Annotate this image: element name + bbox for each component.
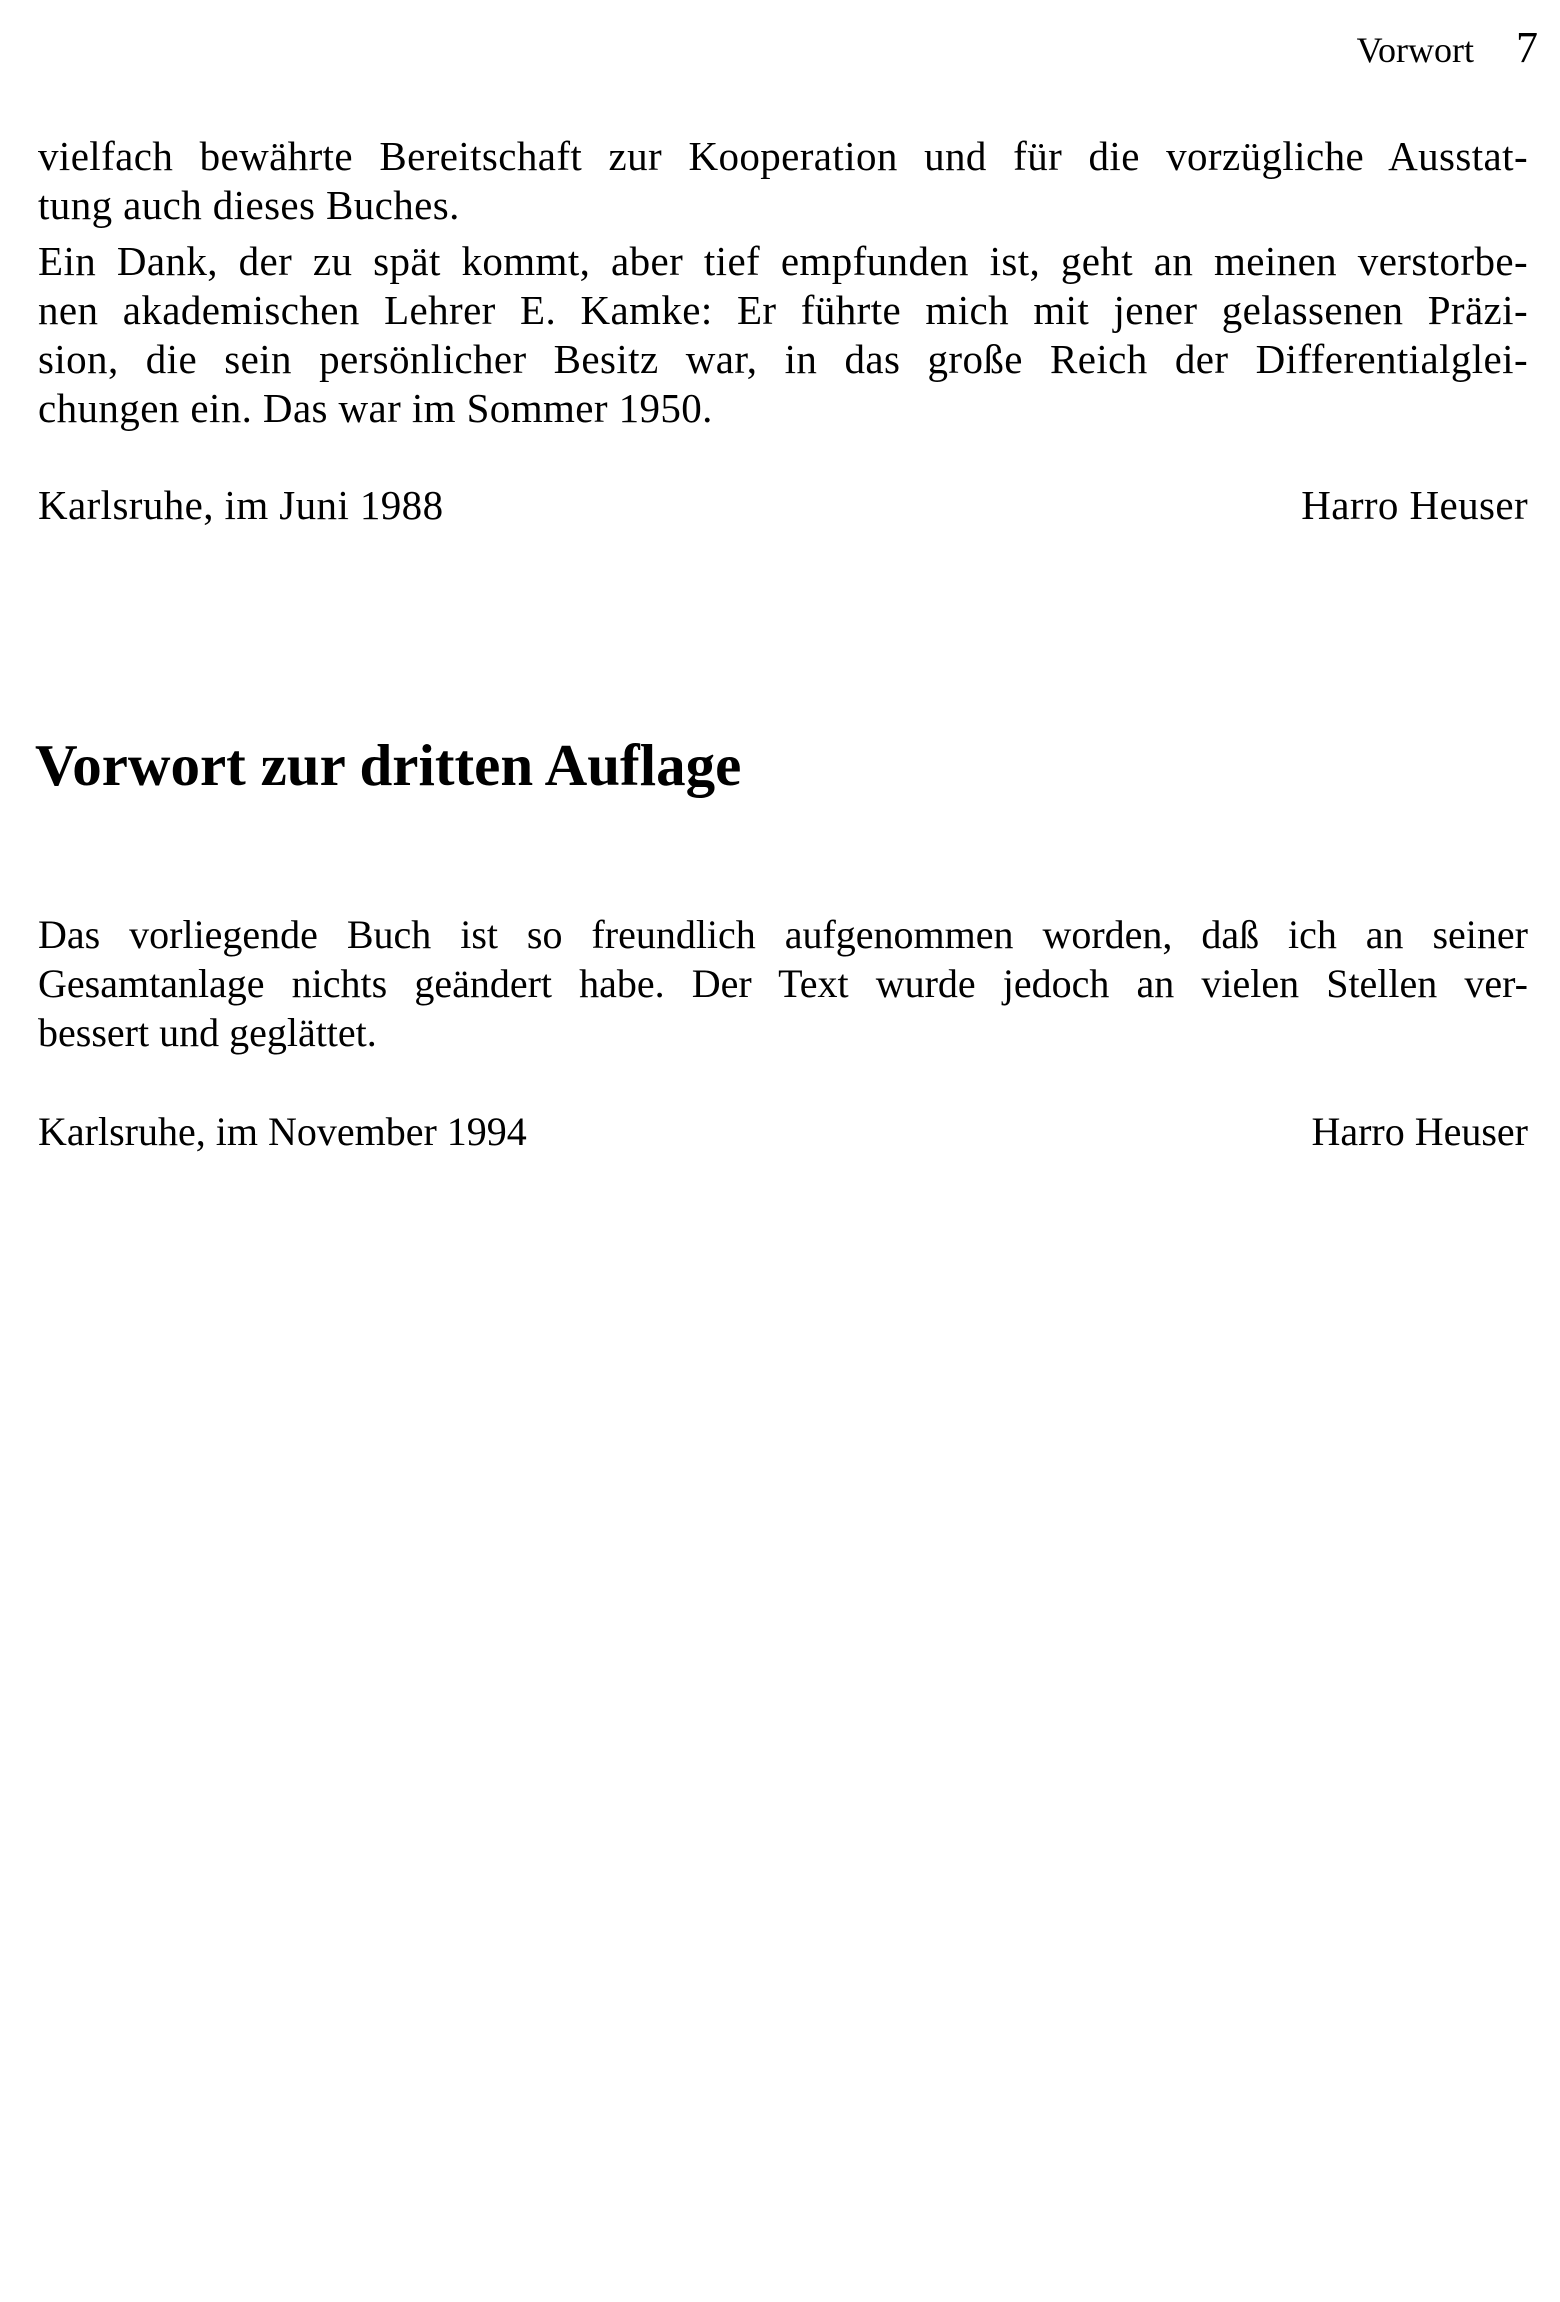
signoff-place-date: Karlsruhe, im November 1994 (38, 1109, 527, 1154)
text-line: nen akademischen Lehrer E. Kamke: Er führte mich mit jener gelassenen Präzi- (38, 287, 1528, 333)
preface-paragraph-1 (38, 132, 1528, 230)
text-line: sion, die sein persönlicher Besitz war, in das große Reich der Differentialglei- (38, 336, 1528, 382)
third-edition-paragraph (38, 910, 1528, 1057)
third-edition-signoff (38, 1107, 1528, 1157)
running-head (1357, 24, 1538, 74)
preface-signoff (38, 480, 1528, 530)
running-head-title: Vorwort (1356, 30, 1474, 70)
text-line: vielfach bewährte Bereitschaft zur Kooperation und für die vorzügliche Ausstat- (38, 133, 1528, 179)
text-line: Ein Dank, der zu spät kommt, aber tief empfunden ist, geht an meinen verstorbe- (38, 238, 1528, 284)
signoff-author: Harro Heuser (1301, 482, 1528, 528)
section-heading: Vorwort zur dritten Auflage (35, 732, 742, 798)
text-line: bessert und geglättet. (38, 1010, 377, 1055)
page-number: 7 (1516, 23, 1538, 72)
preface-paragraph-2 (38, 237, 1528, 433)
text-line: chungen ein. Das war im Sommer 1950. (38, 385, 713, 431)
text-line: Das vorliegende Buch ist so freundlich aufgenommen worden, daß ich an seiner (38, 912, 1528, 957)
text-line: tung auch dieses Buches. (38, 182, 460, 228)
signoff-place-date: Karlsruhe, im Juni 1988 (38, 482, 444, 528)
text-line: Gesamtanlage nichts geändert habe. Der Text wurde jedoch an vielen Stellen ver- (38, 961, 1528, 1006)
signoff-author: Harro Heuser (1311, 1109, 1528, 1154)
